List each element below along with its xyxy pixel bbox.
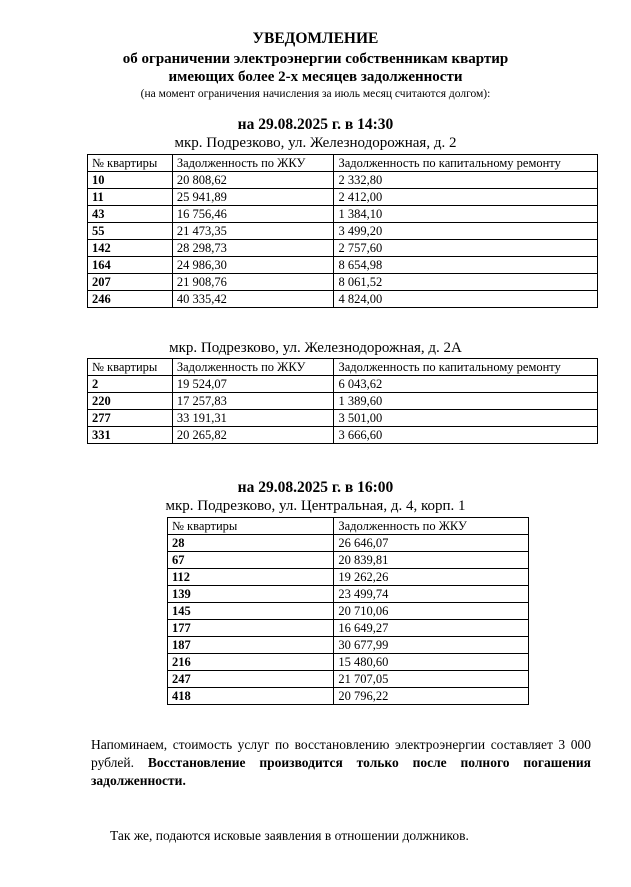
table-row bbox=[168, 569, 529, 586]
reminder-paragraph bbox=[91, 736, 591, 790]
table-row bbox=[88, 223, 598, 240]
notice-title: УВЕДОМЛЕНИЕ bbox=[252, 30, 379, 47]
table-body bbox=[88, 376, 598, 444]
column-header-apartment: № квартиры bbox=[88, 155, 173, 172]
utility-debt-cell: 25 941,89 bbox=[172, 189, 334, 206]
table-row bbox=[168, 603, 529, 620]
utility-debt-cell: 20 796,22 bbox=[334, 688, 529, 705]
repair-debt-cell: 4 824,00 bbox=[334, 291, 598, 308]
repair-debt-cell: 2 412,00 bbox=[334, 189, 598, 206]
apartment-number-cell: 164 bbox=[88, 257, 173, 274]
table-row bbox=[168, 654, 529, 671]
table-body bbox=[88, 172, 598, 308]
apartment-number-cell: 145 bbox=[168, 603, 334, 620]
section2-address: мкр. Подрезково, ул. Железнодорожная, д. 2А bbox=[169, 340, 462, 356]
apartment-number-cell: 246 bbox=[88, 291, 173, 308]
reminder-plain-text: Напоминаем, стоимость услуг по восстановлению электроэнергии составляет 3 000 рублей. bbox=[91, 737, 591, 770]
repair-debt-cell: 2 332,80 bbox=[334, 172, 598, 189]
utility-debt-cell: 24 986,30 bbox=[172, 257, 334, 274]
utility-debt-cell: 20 265,82 bbox=[172, 427, 334, 444]
utility-debt-cell: 21 473,35 bbox=[172, 223, 334, 240]
utility-debt-cell: 20 839,81 bbox=[334, 552, 529, 569]
section1-address: мкр. Подрезково, ул. Железнодорожная, д. 2 bbox=[174, 135, 457, 151]
table-header-row bbox=[168, 518, 529, 535]
utility-debt-cell: 16 649,27 bbox=[334, 620, 529, 637]
table-row bbox=[88, 206, 598, 223]
column-header-utility-debt: Задолженность по ЖКУ bbox=[172, 155, 334, 172]
apartment-number-cell: 112 bbox=[168, 569, 334, 586]
section1-time: на 29.08.2025 г. в 14:30 bbox=[237, 116, 394, 133]
repair-debt-cell: 3 499,20 bbox=[334, 223, 598, 240]
apartment-number-cell: 43 bbox=[88, 206, 173, 223]
table-row bbox=[168, 586, 529, 603]
section1-debt-table bbox=[87, 154, 598, 308]
apartment-number-cell: 67 bbox=[168, 552, 334, 569]
table-row bbox=[168, 535, 529, 552]
apartment-number-cell: 220 bbox=[88, 393, 173, 410]
apartment-number-cell: 277 bbox=[88, 410, 173, 427]
utility-debt-cell: 19 524,07 bbox=[172, 376, 334, 393]
repair-debt-cell: 8 061,52 bbox=[334, 274, 598, 291]
utility-debt-cell: 20 710,06 bbox=[334, 603, 529, 620]
table-body bbox=[168, 535, 529, 705]
apartment-number-cell: 139 bbox=[168, 586, 334, 603]
utility-debt-cell: 23 499,74 bbox=[334, 586, 529, 603]
lawsuit-notice: Так же, подаются исковые заявления в отношении должников. bbox=[110, 828, 469, 843]
utility-debt-cell: 15 480,60 bbox=[334, 654, 529, 671]
utility-debt-cell: 20 808,62 bbox=[172, 172, 334, 189]
table-row bbox=[168, 671, 529, 688]
table-row bbox=[88, 172, 598, 189]
table-row bbox=[88, 257, 598, 274]
column-header-utility-debt: Задолженность по ЖКУ bbox=[172, 359, 334, 376]
table-row bbox=[88, 291, 598, 308]
table-row bbox=[88, 393, 598, 410]
repair-debt-cell: 1 384,10 bbox=[334, 206, 598, 223]
column-header-utility-debt: Задолженность по ЖКУ bbox=[334, 518, 529, 535]
repair-debt-cell: 6 043,62 bbox=[334, 376, 598, 393]
apartment-number-cell: 2 bbox=[88, 376, 173, 393]
apartment-number-cell: 187 bbox=[168, 637, 334, 654]
apartment-number-cell: 216 bbox=[168, 654, 334, 671]
table-row bbox=[88, 410, 598, 427]
utility-debt-cell: 30 677,99 bbox=[334, 637, 529, 654]
table-header-row bbox=[88, 155, 598, 172]
repair-debt-cell: 2 757,60 bbox=[334, 240, 598, 257]
section3-debt-table bbox=[167, 517, 529, 705]
table-row bbox=[168, 688, 529, 705]
repair-debt-cell: 1 389,60 bbox=[334, 393, 598, 410]
apartment-number-cell: 418 bbox=[168, 688, 334, 705]
notice-subtitle-line2: имеющих более 2-х месяцев задолженности bbox=[168, 69, 463, 85]
table-row bbox=[168, 620, 529, 637]
apartment-number-cell: 331 bbox=[88, 427, 173, 444]
apartment-number-cell: 142 bbox=[88, 240, 173, 257]
apartment-number-cell: 10 bbox=[88, 172, 173, 189]
table-row bbox=[88, 240, 598, 257]
column-header-repair-debt: Задолженность по капитальному ремонту bbox=[334, 155, 598, 172]
utility-debt-cell: 33 191,31 bbox=[172, 410, 334, 427]
table-row bbox=[168, 637, 529, 654]
utility-debt-cell: 26 646,07 bbox=[334, 535, 529, 552]
utility-debt-cell: 40 335,42 bbox=[172, 291, 334, 308]
section2-debt-table bbox=[87, 358, 598, 444]
utility-debt-cell: 21 707,05 bbox=[334, 671, 529, 688]
apartment-number-cell: 177 bbox=[168, 620, 334, 637]
apartment-number-cell: 11 bbox=[88, 189, 173, 206]
column-header-apartment: № квартиры bbox=[88, 359, 173, 376]
repair-debt-cell: 3 666,60 bbox=[334, 427, 598, 444]
table-row bbox=[168, 552, 529, 569]
utility-debt-cell: 17 257,83 bbox=[172, 393, 334, 410]
utility-debt-cell: 21 908,76 bbox=[172, 274, 334, 291]
section3-address: мкр. Подрезково, ул. Центральная, д. 4, корп. 1 bbox=[165, 498, 466, 514]
column-header-apartment: № квартиры bbox=[168, 518, 334, 535]
utility-debt-cell: 28 298,73 bbox=[172, 240, 334, 257]
apartment-number-cell: 55 bbox=[88, 223, 173, 240]
section3-time: на 29.08.2025 г. в 16:00 bbox=[237, 479, 394, 496]
repair-debt-cell: 3 501,00 bbox=[334, 410, 598, 427]
table-row bbox=[88, 274, 598, 291]
apartment-number-cell: 207 bbox=[88, 274, 173, 291]
utility-debt-cell: 16 756,46 bbox=[172, 206, 334, 223]
notice-note: (на момент ограничения начисления за июль месяц считаются долгом): bbox=[140, 88, 491, 100]
apartment-number-cell: 28 bbox=[168, 535, 334, 552]
column-header-repair-debt: Задолженность по капитальному ремонту bbox=[334, 359, 598, 376]
utility-debt-cell: 19 262,26 bbox=[334, 569, 529, 586]
table-row bbox=[88, 376, 598, 393]
table-header-row bbox=[88, 359, 598, 376]
table-row bbox=[88, 189, 598, 206]
reminder-bold-text: Восстановление производится только после полного погашения задолженности. bbox=[91, 755, 591, 788]
notice-subtitle-line1: об ограничении электроэнергии собственникам квартир bbox=[122, 51, 509, 67]
repair-debt-cell: 8 654,98 bbox=[334, 257, 598, 274]
apartment-number-cell: 247 bbox=[168, 671, 334, 688]
table-row bbox=[88, 427, 598, 444]
